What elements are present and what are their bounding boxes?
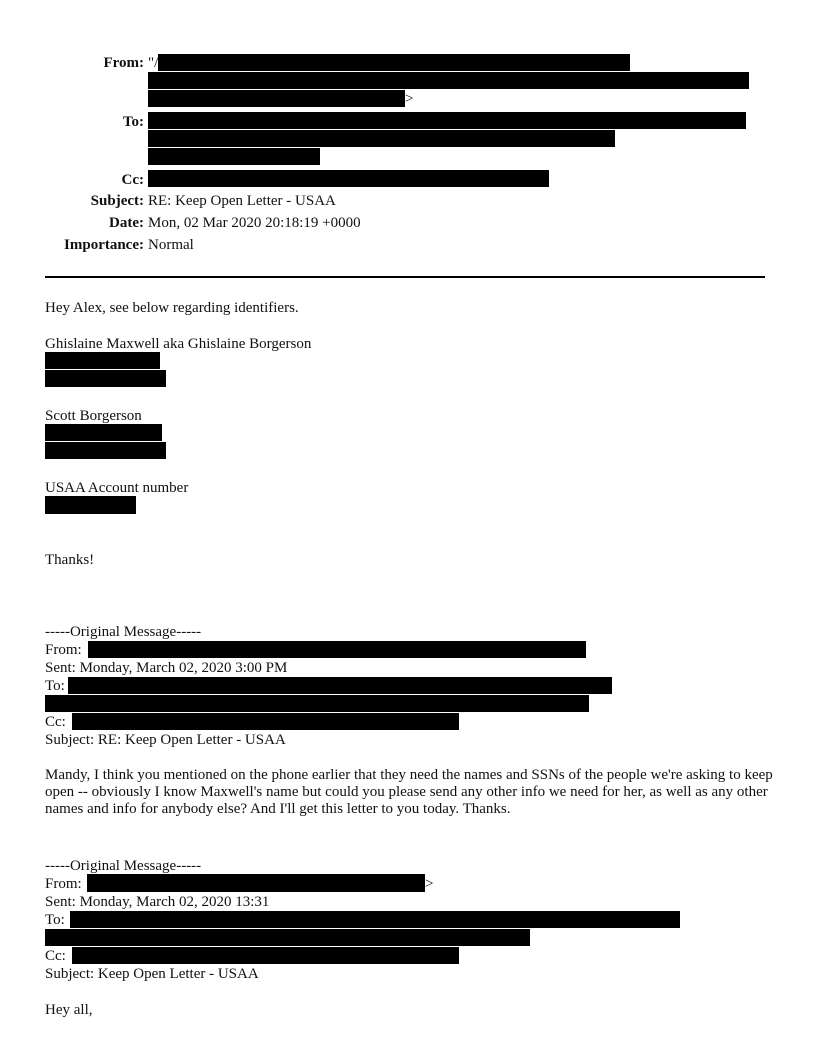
importance-label: Importance: (64, 237, 144, 253)
redaction-box (88, 641, 586, 658)
quoted-to-label: To: (45, 912, 65, 928)
from-label: From: (103, 55, 144, 71)
redaction-box (72, 947, 459, 964)
quoted-sent: Sent: Monday, March 02, 2020 13:31 (45, 894, 270, 910)
redaction-box (148, 148, 320, 165)
redaction-box (148, 170, 549, 187)
quoted-from-suffix: > (425, 876, 434, 892)
redaction-box (158, 54, 630, 71)
body-intro: Hey Alex, see below regarding identifiers. (45, 300, 299, 316)
redaction-box (87, 874, 425, 892)
quoted-from-label: From: (45, 642, 82, 658)
person-2-name: Scott Borgerson (45, 408, 142, 424)
redaction-box (45, 442, 166, 459)
redaction-box (45, 929, 530, 946)
redaction-box (148, 130, 615, 147)
quoted-to-label: To: (45, 678, 65, 694)
cc-label: Cc: (121, 172, 144, 188)
quoted-from-label: From: (45, 876, 82, 892)
quoted-greeting: Hey all, (45, 1002, 93, 1018)
quoted-sent: Sent: Monday, March 02, 2020 3:00 PM (45, 660, 288, 676)
original-message-divider: -----Original Message----- (45, 858, 202, 874)
redaction-box (72, 713, 459, 730)
date-value: Mon, 02 Mar 2020 20:18:19 +0000 (148, 215, 361, 231)
from-prefix: "/ (148, 55, 159, 71)
redaction-box (45, 370, 166, 387)
quoted-cc-label: Cc: (45, 714, 66, 730)
importance-value: Normal (148, 237, 194, 253)
quoted-subject: Subject: Keep Open Letter - USAA (45, 966, 259, 982)
account-label: USAA Account number (45, 480, 189, 496)
redaction-box (45, 695, 589, 712)
person-1-name: Ghislaine Maxwell aka Ghislaine Borgerson (45, 336, 312, 352)
quoted-message-text: Mandy, I think you mentioned on the phone earlier that they need the names and SSNs of the people we're asking to keep open -- obviously I know Maxwell's name but could you please send any other info we need for her, as well as any other names and info for anybody else? And I'll get this letter to you today. Thanks. (45, 767, 773, 817)
redaction-box (148, 90, 405, 107)
redaction-box (45, 352, 160, 369)
quoted-subject: Subject: RE: Keep Open Letter - USAA (45, 732, 286, 748)
subject-value: RE: Keep Open Letter - USAA (148, 193, 336, 209)
body-thanks: Thanks! (45, 552, 95, 568)
redaction-box (45, 424, 162, 441)
redaction-box (148, 72, 749, 89)
header-divider (45, 276, 765, 278)
original-message-divider: -----Original Message----- (45, 624, 202, 640)
redaction-box (68, 677, 612, 694)
redaction-box (70, 911, 680, 928)
redaction-box (148, 112, 746, 129)
quoted-cc-label: Cc: (45, 948, 66, 964)
subject-label: Subject: (90, 193, 144, 209)
redaction-box (45, 496, 136, 514)
to-label: To: (122, 114, 144, 130)
from-suffix: > (405, 91, 414, 107)
date-label: Date: (109, 215, 144, 231)
